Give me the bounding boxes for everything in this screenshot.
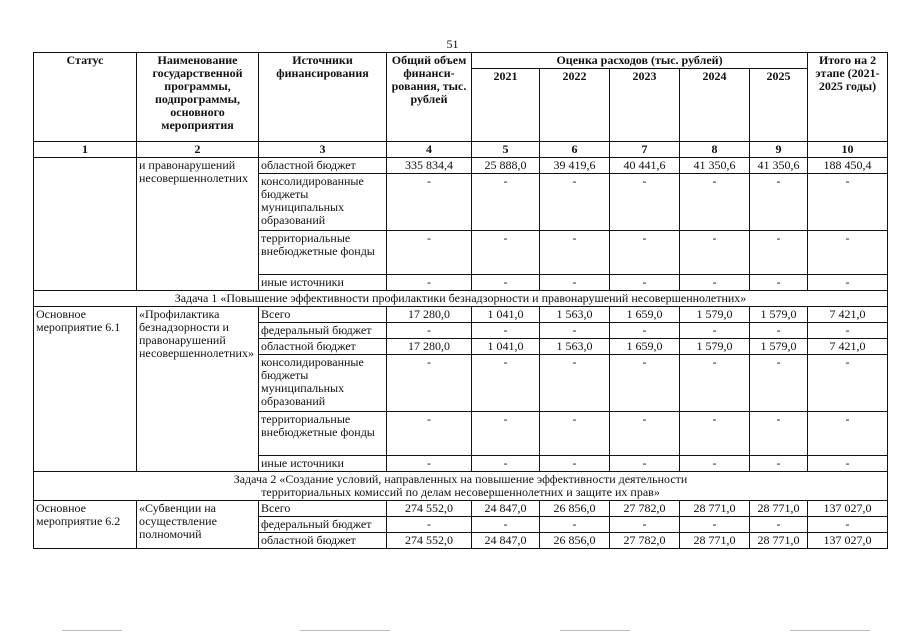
column-number: 5 — [472, 142, 540, 158]
value-cell: 137 027,0 — [808, 533, 888, 549]
table-header — [34, 53, 888, 142]
source-cell: федеральный бюджет — [259, 517, 387, 533]
value-cell: 28 771,0 — [680, 501, 750, 517]
value-cell: 1 563,0 — [540, 339, 610, 355]
source-cell: Всего — [259, 501, 387, 517]
source-cell: консолидированные бюджеты муниципальных образований — [259, 355, 387, 412]
header-year: 2022 — [540, 69, 610, 142]
header-year: 2024 — [680, 69, 750, 142]
source-cell: Всего — [259, 307, 387, 323]
value-cell: 274 552,0 — [387, 533, 472, 549]
program-cell: и правонарушений несовершеннолетних — [137, 158, 259, 291]
value-cell: - — [540, 355, 610, 412]
source-cell: иные источники — [259, 456, 387, 472]
value-cell: 188 450,4 — [808, 158, 888, 174]
value-cell: - — [540, 412, 610, 456]
value-cell: - — [472, 355, 540, 412]
table-row — [34, 501, 888, 517]
header-year: 2023 — [610, 69, 680, 142]
value-cell: - — [610, 174, 680, 231]
task-title-line: территориальных комиссий по делам несовершеннолетних и защите их прав» — [261, 485, 660, 499]
value-cell: 24 847,0 — [472, 533, 540, 549]
source-cell: федеральный бюджет — [259, 323, 387, 339]
value-cell: - — [610, 231, 680, 275]
header-stage-total: Итого на 2 этапе (2021-2025 годы) — [808, 53, 888, 142]
value-cell: - — [387, 275, 472, 291]
value-cell: 1 579,0 — [680, 339, 750, 355]
value-cell: - — [387, 412, 472, 456]
task-row — [34, 291, 888, 307]
value-cell: 1 579,0 — [750, 339, 808, 355]
value-cell: - — [808, 275, 888, 291]
column-number: 3 — [259, 142, 387, 158]
value-cell: 39 419,6 — [540, 158, 610, 174]
column-number: 2 — [137, 142, 259, 158]
value-cell: 41 350,6 — [750, 158, 808, 174]
header-source: Источники финансирования — [259, 53, 387, 142]
value-cell: - — [472, 275, 540, 291]
value-cell: - — [610, 412, 680, 456]
value-cell: 25 888,0 — [472, 158, 540, 174]
value-cell: 27 782,0 — [610, 533, 680, 549]
value-cell: 28 771,0 — [680, 533, 750, 549]
task-row — [34, 472, 888, 501]
value-cell: 335 834,4 — [387, 158, 472, 174]
value-cell: - — [387, 517, 472, 533]
source-cell: территориальные внебюджетные фонды — [259, 231, 387, 275]
value-cell: 27 782,0 — [610, 501, 680, 517]
value-cell: 17 280,0 — [387, 307, 472, 323]
status-cell: Основное мероприятие 6.1 — [34, 307, 137, 472]
header-program: Наименование государственной программы, подпрограммы, основного мероприятия — [137, 53, 259, 142]
value-cell: - — [680, 456, 750, 472]
value-cell: - — [610, 517, 680, 533]
value-cell: 274 552,0 — [387, 501, 472, 517]
program-cell: «Субвенции на осуществление полномочий — [137, 501, 259, 549]
table-body — [34, 142, 888, 549]
value-cell: - — [387, 231, 472, 275]
value-cell: 1 041,0 — [472, 307, 540, 323]
header-year: 2025 — [750, 69, 808, 142]
scan-artifact-line — [62, 630, 122, 631]
value-cell: - — [472, 517, 540, 533]
scan-artifact-line — [790, 630, 870, 631]
value-cell: - — [610, 323, 680, 339]
value-cell: - — [680, 355, 750, 412]
table-row — [34, 307, 888, 323]
value-cell: - — [540, 456, 610, 472]
value-cell: - — [680, 174, 750, 231]
value-cell: - — [680, 412, 750, 456]
value-cell: 40 441,6 — [610, 158, 680, 174]
value-cell: 1 563,0 — [540, 307, 610, 323]
scan-artifact-line — [300, 630, 390, 631]
value-cell: - — [610, 355, 680, 412]
value-cell: 28 771,0 — [750, 501, 808, 517]
value-cell: - — [808, 231, 888, 275]
header-status: Статус — [34, 53, 137, 142]
value-cell: - — [808, 412, 888, 456]
header-estimate: Оценка расходов (тыс. рублей) — [472, 53, 808, 69]
column-number: 8 — [680, 142, 750, 158]
program-cell: «Профилактика безнадзорности и правонарушений несовершеннолетних» — [137, 307, 259, 472]
task-title: Задача 1 «Повышение эффективности профилактики безнадзорности и правонарушений несовершеннолетних» — [34, 291, 888, 307]
value-cell: - — [808, 323, 888, 339]
value-cell: - — [808, 456, 888, 472]
task-title — [34, 472, 888, 501]
value-cell: - — [808, 174, 888, 231]
header-year: 2021 — [472, 69, 540, 142]
value-cell: - — [540, 231, 610, 275]
value-cell: - — [750, 323, 808, 339]
page-number: 51 — [446, 37, 459, 51]
value-cell: - — [808, 355, 888, 412]
scan-artifact-line — [560, 630, 630, 631]
status-cell: Основное мероприятие 6.2 — [34, 501, 137, 549]
value-cell: - — [750, 456, 808, 472]
source-cell: иные источники — [259, 275, 387, 291]
value-cell: - — [680, 275, 750, 291]
value-cell: 28 771,0 — [750, 533, 808, 549]
value-cell: - — [808, 517, 888, 533]
column-number: 7 — [610, 142, 680, 158]
column-number: 10 — [808, 142, 888, 158]
value-cell: - — [540, 323, 610, 339]
value-cell: 41 350,6 — [680, 158, 750, 174]
budget-table — [33, 52, 888, 549]
value-cell: - — [472, 231, 540, 275]
value-cell: 1 659,0 — [610, 307, 680, 323]
value-cell: - — [680, 517, 750, 533]
value-cell: 1 659,0 — [610, 339, 680, 355]
value-cell: - — [387, 456, 472, 472]
value-cell: - — [610, 275, 680, 291]
value-cell: - — [387, 174, 472, 231]
value-cell: - — [540, 174, 610, 231]
task-title-line: Задача 2 «Создание условий, направленных на повышение эффективности деятельности — [233, 472, 688, 486]
value-cell: 26 856,0 — [540, 533, 610, 549]
source-cell: областной бюджет — [259, 158, 387, 174]
value-cell: - — [750, 174, 808, 231]
value-cell: 26 856,0 — [540, 501, 610, 517]
value-cell: 1 579,0 — [680, 307, 750, 323]
value-cell: - — [540, 517, 610, 533]
value-cell: - — [387, 355, 472, 412]
value-cell: - — [680, 323, 750, 339]
column-number: 1 — [34, 142, 137, 158]
value-cell: 7 421,0 — [808, 339, 888, 355]
source-cell: областной бюджет — [259, 533, 387, 549]
value-cell: - — [387, 323, 472, 339]
value-cell: - — [472, 174, 540, 231]
column-number: 4 — [387, 142, 472, 158]
source-cell: территориальные внебюджетные фонды — [259, 412, 387, 456]
value-cell: 1 041,0 — [472, 339, 540, 355]
column-number: 9 — [750, 142, 808, 158]
value-cell: 7 421,0 — [808, 307, 888, 323]
status-cell-empty — [34, 158, 137, 291]
value-cell: - — [540, 275, 610, 291]
value-cell: - — [680, 231, 750, 275]
value-cell: - — [750, 355, 808, 412]
table-row — [34, 158, 888, 174]
value-cell: 1 579,0 — [750, 307, 808, 323]
value-cell: - — [750, 275, 808, 291]
column-number-row — [34, 142, 888, 158]
source-cell: консолидированные бюджеты муниципальных образований — [259, 174, 387, 231]
value-cell: 24 847,0 — [472, 501, 540, 517]
source-cell: областной бюджет — [259, 339, 387, 355]
value-cell: - — [472, 323, 540, 339]
value-cell: - — [472, 456, 540, 472]
value-cell: - — [750, 231, 808, 275]
value-cell: - — [750, 517, 808, 533]
value-cell: 137 027,0 — [808, 501, 888, 517]
value-cell: 17 280,0 — [387, 339, 472, 355]
value-cell: - — [750, 412, 808, 456]
value-cell: - — [472, 412, 540, 456]
column-number: 6 — [540, 142, 610, 158]
header-total: Общий объем финанси-рования, тыс. рублей — [387, 53, 472, 142]
value-cell: - — [610, 456, 680, 472]
